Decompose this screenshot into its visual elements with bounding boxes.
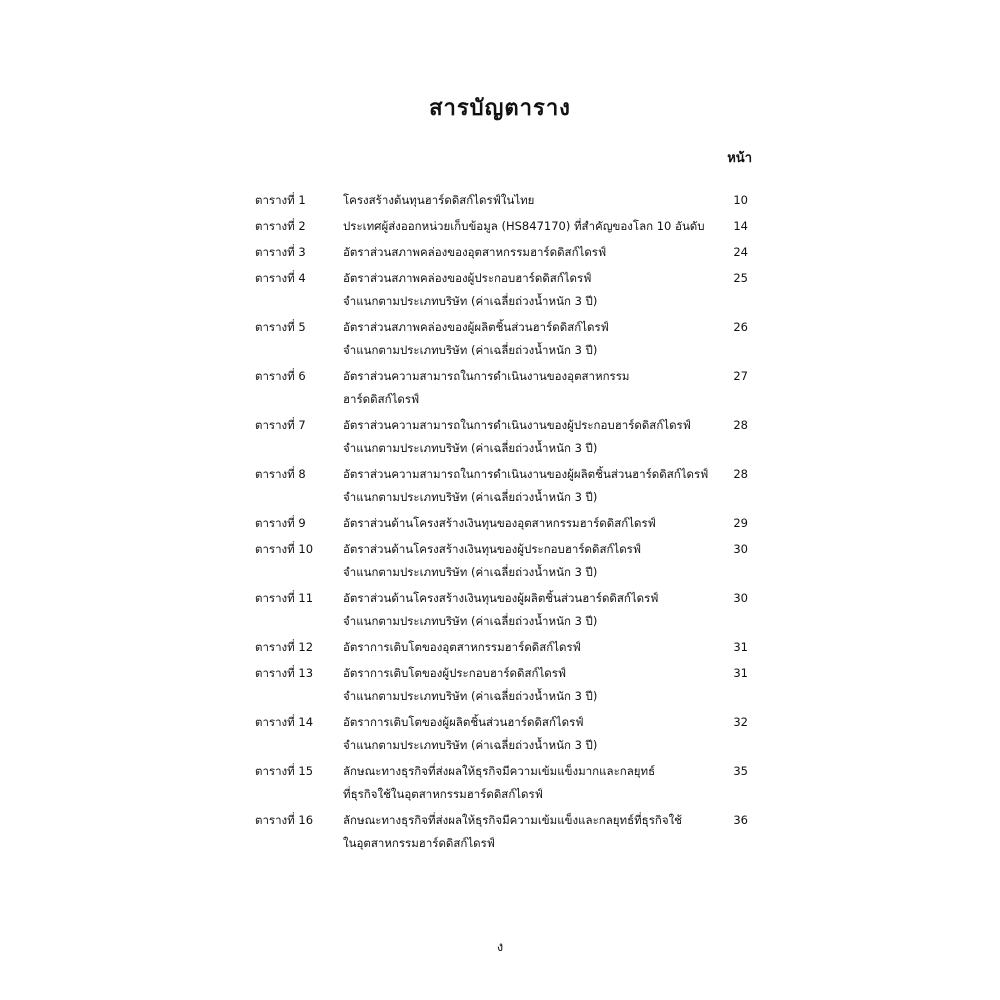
page-column-header: หน้า <box>727 151 752 166</box>
table-title-continuation: จำแนกตามประเภทบริษัท (ค่าเฉลี่ยถ่วงน้ำหนัก 3 ปี) <box>343 614 598 628</box>
page-number: 30 <box>733 542 748 556</box>
page-number: 26 <box>733 320 748 334</box>
table-title: อัตราส่วนด้านโครงสร้างเงินทุนของผู้ประกอบฮาร์ดดิสก์ไดรฟ์ <box>343 542 642 556</box>
toc-entry-first-line <box>255 463 750 486</box>
table-title-continuation: จำแนกตามประเภทบริษัท (ค่าเฉลี่ยถ่วงน้ำหนัก 3 ปี) <box>343 490 598 504</box>
table-title: อัตราส่วนความสามารถในการดำเนินงานของผู้ผลิตชิ้นส่วนฮาร์ดดิสก์ไดรฟ์ <box>343 467 709 481</box>
table-title: อัตราส่วนความสามารถในการดำเนินงานของผู้ประกอบฮาร์ดดิสก์ไดรฟ์ <box>343 418 691 432</box>
page-number: 28 <box>733 418 748 432</box>
toc-entry-first-line <box>255 636 750 659</box>
page-number: 27 <box>733 369 748 383</box>
footer-page-number: ง <box>496 940 504 955</box>
toc-entry-first-line <box>255 241 750 264</box>
table-number-label: ตารางที่ 5 <box>255 320 306 334</box>
table-title-continuation: ในอุตสาหกรรมฮาร์ดดิสก์ไดรฟ์ <box>343 836 495 850</box>
table-title: อัตราการเติบโตของผู้ผลิตชิ้นส่วนฮาร์ดดิสก์ไดรฟ์ <box>343 715 584 729</box>
table-title: อัตราส่วนสภาพคล่องของผู้ผลิตชิ้นส่วนฮาร์ดดิสก์ไดรฟ์ <box>343 320 609 334</box>
page-number: 29 <box>733 516 748 530</box>
table-title: อัตราการเติบโตของผู้ประกอบฮาร์ดดิสก์ไดรฟ์ <box>343 666 567 680</box>
toc-entry-first-line <box>255 316 750 339</box>
table-title-continuation: จำแนกตามประเภทบริษัท (ค่าเฉลี่ยถ่วงน้ำหนัก 3 ปี) <box>343 343 598 357</box>
page-number: 10 <box>733 193 748 207</box>
table-title: อัตราส่วนสภาพคล่องของอุตสาหกรรมฮาร์ดดิสก์ไดรฟ์ <box>343 245 607 259</box>
toc-entry-first-line <box>255 189 750 212</box>
table-number-label: ตารางที่ 1 <box>255 193 306 207</box>
page-number: 14 <box>733 219 748 233</box>
table-number-label: ตารางที่ 13 <box>255 666 314 680</box>
table-title: อัตราส่วนความสามารถในการดำเนินงานของอุตสาหกรรม <box>343 369 630 383</box>
table-title: อัตราส่วนด้านโครงสร้างเงินทุนของอุตสาหกรรมฮาร์ดดิสก์ไดรฟ์ <box>343 516 656 530</box>
table-number-label: ตารางที่ 16 <box>255 813 314 827</box>
table-number-label: ตารางที่ 9 <box>255 516 306 530</box>
toc-entry <box>255 316 750 362</box>
toc-entry <box>255 636 750 659</box>
table-number-label: ตารางที่ 3 <box>255 245 306 259</box>
toc-entry-first-line <box>255 215 750 238</box>
toc-entry <box>255 538 750 584</box>
page-number: 31 <box>733 666 748 680</box>
toc-entry-first-line <box>255 809 750 832</box>
table-title: โครงสร้างต้นทุนฮาร์ดดิสก์ไดรฟ์ในไทย <box>343 193 535 207</box>
table-number-label: ตารางที่ 7 <box>255 418 306 432</box>
table-title: ลักษณะทางธุรกิจที่ส่งผลให้ธุรกิจมีความเข้มแข็งและกลยุทธ์ที่ธุรกิจใช้ <box>343 813 682 827</box>
toc-entry <box>255 512 750 535</box>
page-number: 24 <box>733 245 748 259</box>
table-number-label: ตารางที่ 2 <box>255 219 306 233</box>
toc-entry <box>255 587 750 633</box>
toc-entry-first-line <box>255 267 750 290</box>
toc-entry-first-line <box>255 760 750 783</box>
table-title-continuation: จำแนกตามประเภทบริษัท (ค่าเฉลี่ยถ่วงน้ำหนัก 3 ปี) <box>343 441 598 455</box>
page-number: 31 <box>733 640 748 654</box>
table-number-label: ตารางที่ 6 <box>255 369 306 383</box>
table-title-continuation: จำแนกตามประเภทบริษัท (ค่าเฉลี่ยถ่วงน้ำหนัก 3 ปี) <box>343 738 598 752</box>
table-title: ลักษณะทางธุรกิจที่ส่งผลให้ธุรกิจมีความเข้มแข็งมากและกลยุทธ์ <box>343 764 656 778</box>
toc-entry <box>255 760 750 806</box>
table-number-label: ตารางที่ 8 <box>255 467 306 481</box>
toc-entry-first-line <box>255 587 750 610</box>
table-title: อัตราการเติบโตของอุตสาหกรรมฮาร์ดดิสก์ไดรฟ์ <box>343 640 581 654</box>
table-title-continuation: จำแนกตามประเภทบริษัท (ค่าเฉลี่ยถ่วงน้ำหนัก 3 ปี) <box>343 294 598 308</box>
table-number-label: ตารางที่ 10 <box>255 542 314 556</box>
table-number-label: ตารางที่ 15 <box>255 764 314 778</box>
toc-entry <box>255 463 750 509</box>
table-number-label: ตารางที่ 11 <box>255 591 314 605</box>
table-title-continuation: จำแนกตามประเภทบริษัท (ค่าเฉลี่ยถ่วงน้ำหนัก 3 ปี) <box>343 565 598 579</box>
toc-entry <box>255 241 750 264</box>
page-number: 35 <box>733 764 748 778</box>
toc-entry-first-line <box>255 711 750 734</box>
page-title: สารบัญตาราง <box>429 96 571 121</box>
page-number: 25 <box>733 271 748 285</box>
toc-entry-first-line <box>255 538 750 561</box>
toc-entry <box>255 809 750 855</box>
table-title-continuation: ที่ธุรกิจใช้ในอุตสาหกรรมฮาร์ดดิสก์ไดรฟ์ <box>343 787 543 801</box>
table-title-continuation: จำแนกตามประเภทบริษัท (ค่าเฉลี่ยถ่วงน้ำหนัก 3 ปี) <box>343 689 598 703</box>
toc-entry-first-line <box>255 365 750 388</box>
table-title: อัตราส่วนสภาพคล่องของผู้ประกอบฮาร์ดดิสก์ไดรฟ์ <box>343 271 592 285</box>
toc-entry <box>255 215 750 238</box>
page-number: 30 <box>733 591 748 605</box>
toc-entry <box>255 267 750 313</box>
toc-entry-first-line <box>255 414 750 437</box>
toc-entry <box>255 711 750 757</box>
page-number: 32 <box>733 715 748 729</box>
toc-entry <box>255 189 750 212</box>
table-of-contents <box>255 189 750 858</box>
toc-entry <box>255 365 750 411</box>
table-title: ประเทศผู้ส่งออกหน่วยเก็บข้อมูล (HS847170) ที่สำคัญของโลก 10 อันดับ <box>343 219 705 233</box>
toc-entry-first-line <box>255 512 750 535</box>
toc-entry-first-line <box>255 662 750 685</box>
table-number-label: ตารางที่ 12 <box>255 640 314 654</box>
table-title: อัตราส่วนด้านโครงสร้างเงินทุนของผู้ผลิตชิ้นส่วนฮาร์ดดิสก์ไดรฟ์ <box>343 591 659 605</box>
page-number: 36 <box>733 813 748 827</box>
toc-entry <box>255 662 750 708</box>
table-number-label: ตารางที่ 14 <box>255 715 314 729</box>
page-number: 28 <box>733 467 748 481</box>
table-number-label: ตารางที่ 4 <box>255 271 306 285</box>
table-title-continuation: ฮาร์ดดิสก์ไดรฟ์ <box>343 392 420 406</box>
toc-entry <box>255 414 750 460</box>
